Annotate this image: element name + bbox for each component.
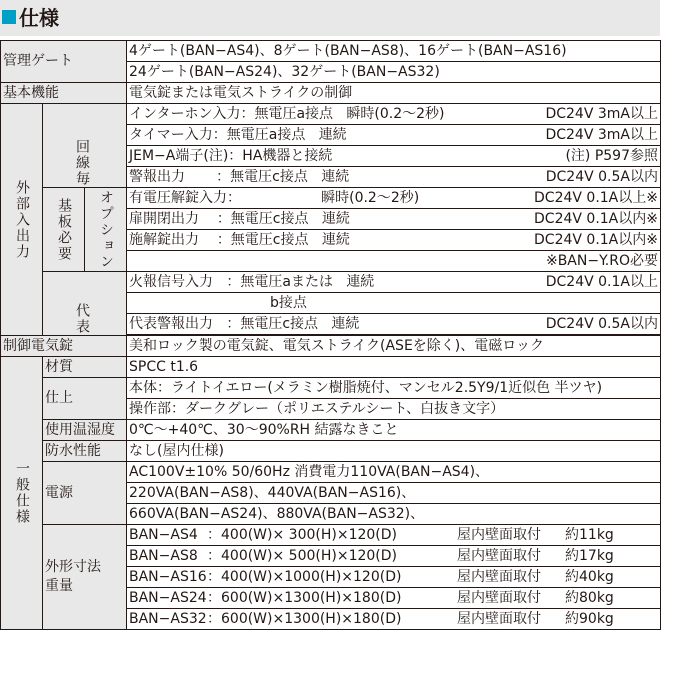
management-gate-line1: 4ゲート(BAN−AS4)、8ゲート(BAN−AS8)、16ゲート(BAN−AS16) xyxy=(127,41,661,62)
finish-label: 仕上 xyxy=(43,378,127,420)
power-line2: 220VA(BAN−AS8)、440VA(BAN−AS16)、 xyxy=(127,483,661,504)
general-label: 一般仕様 xyxy=(1,357,43,630)
control-lock-value: 美和ロック製の電気錠、電気ストライク(ASEを除く)、電磁ロック xyxy=(127,336,661,357)
management-gate-label: 管理ゲート xyxy=(1,41,127,83)
external-io-label: 外部入出力 xyxy=(1,104,43,336)
temperature-value: 0℃〜+40℃、30〜90%RH 結露なきこと xyxy=(127,420,661,441)
basic-function-value: 電気錠または電気ストライクの制御 xyxy=(127,83,661,104)
io-row: 代表警報出力 ：無電圧c接点 連続 DC24V 0.5A以内 xyxy=(127,314,661,335)
option-label: オプション xyxy=(85,188,127,272)
waterproof-label: 防水性能 xyxy=(43,441,127,462)
dimensions-label: 外形寸法 重量 xyxy=(43,525,127,630)
representative-label: 代表 xyxy=(43,272,127,336)
material-value: SPCC t1.6 xyxy=(127,357,661,378)
io-row: タイマー入力：無電圧a接点 連続 DC24V 3mA以上 xyxy=(127,125,661,146)
basic-function-label: 基本機能 xyxy=(1,83,127,104)
finish-line1: 本体：ライトイエロー(メラミン樹脂焼付、マンセル2.5Y9/1近似色 半ツヤ) xyxy=(127,378,661,399)
option-board-label: 基板必要 xyxy=(43,188,85,272)
dimension-row: BAN−AS8 ：400(W)× 500(H)×120(D) 屋内壁面取付 約17kg xyxy=(127,546,661,567)
power-label: 電源 xyxy=(43,462,127,525)
io-row: 警報出力 ：無電圧c接点 連続 DC24V 0.5A以内 xyxy=(127,167,661,188)
temperature-label: 使用温湿度 xyxy=(43,420,127,441)
title-bar xyxy=(0,0,660,36)
spec-table xyxy=(0,40,661,630)
io-row-continuation: b接点 xyxy=(127,293,661,314)
page-title: 仕様 xyxy=(19,6,59,30)
io-row: 有電圧解錠入力： 瞬時(0.2〜2秒) DC24V 0.1A以上※ xyxy=(127,188,661,209)
finish-line2: 操作部：ダークグレー（ポリエステルシート、白抜き文字） xyxy=(127,399,661,420)
io-row: インターホン入力：無電圧a接点 瞬時(0.2〜2秒) DC24V 3mA以上 xyxy=(127,104,661,125)
material-label: 材質 xyxy=(43,357,127,378)
dimension-row: BAN−AS4 ：400(W)× 300(H)×120(D) 屋内壁面取付 約11kg xyxy=(127,525,661,546)
management-gate-line2: 24ゲート(BAN−AS24)、32ゲート(BAN−AS32) xyxy=(127,62,661,83)
dimension-row: BAN−AS16：400(W)×1000(H)×120(D) 屋内壁面取付 約40kg xyxy=(127,567,661,588)
dimension-row: BAN−AS32：600(W)×1300(H)×180(D) 屋内壁面取付 約90kg xyxy=(127,609,661,630)
control-lock-label: 制御電気錠 xyxy=(1,336,127,357)
io-row: 扉開閉出力 ：無電圧c接点 連続 DC24V 0.1A以内※ xyxy=(127,209,661,230)
per-line-label: 回線毎 xyxy=(43,104,127,188)
io-row: JEM−A端子(注)：HA機器と接続 (注) P597参照 xyxy=(127,146,661,167)
io-row: 火報信号入力 ：無電圧aまたは 連続 DC24V 0.1A以上 xyxy=(127,272,661,293)
waterproof-value: なし(屋内仕様) xyxy=(127,441,661,462)
power-line1: AC100V±10% 50/60Hz 消費電力110VA(BAN−AS4)、 xyxy=(127,462,661,483)
title-square-icon xyxy=(2,10,16,24)
io-row: 施解錠出力 ：無電圧c接点 連続 DC24V 0.1A以内※ xyxy=(127,230,661,251)
power-line3: 660VA(BAN−AS24)、880VA(BAN−AS32)、 xyxy=(127,504,661,525)
option-note: ※BAN−Y.RO必要 xyxy=(127,251,661,272)
dimension-row: BAN−AS24：600(W)×1300(H)×180(D) 屋内壁面取付 約80kg xyxy=(127,588,661,609)
